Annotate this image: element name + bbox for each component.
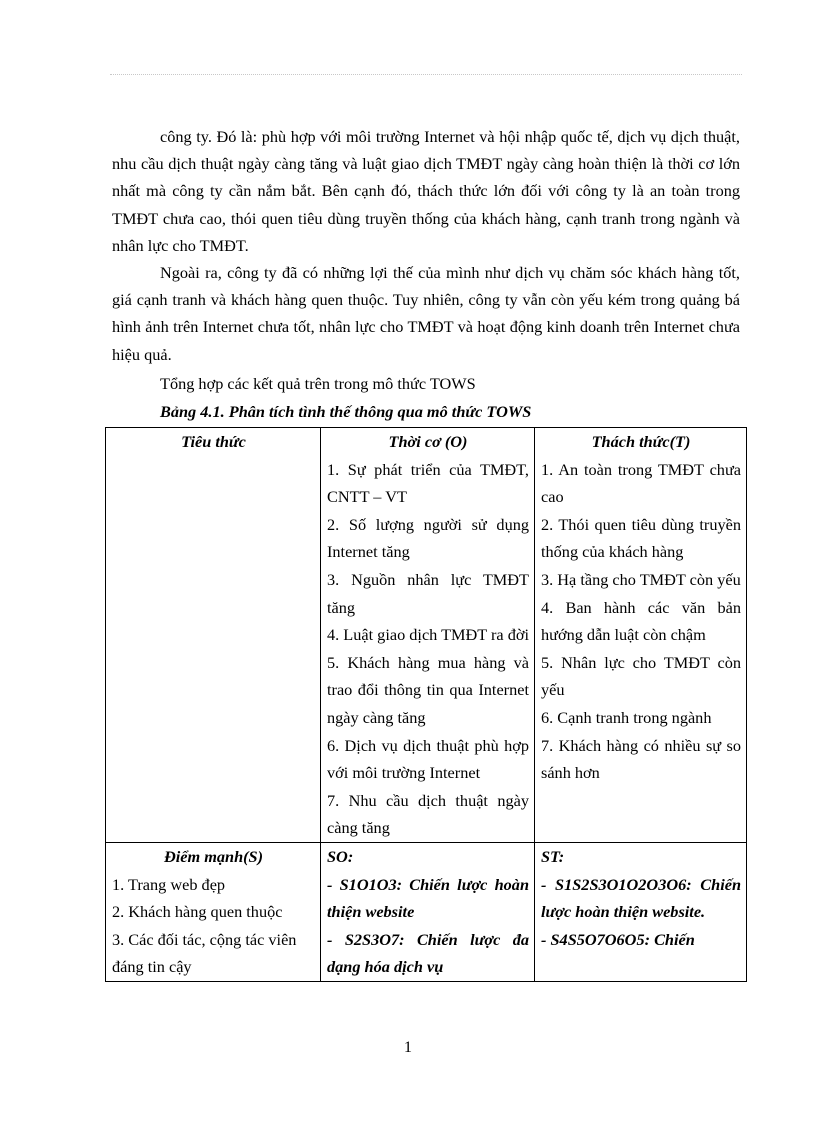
table-row-strengths xyxy=(106,842,747,981)
threat-item: 3. Hạ tầng cho TMĐT còn yếu xyxy=(541,569,741,589)
st-item: - S1S2S3O1O2O3O6: Chiến lược hoàn thiện website. xyxy=(541,874,741,922)
criteria-header: Tiêu thức xyxy=(181,432,246,451)
threats-cell xyxy=(535,428,747,843)
body-paragraph-2: Ngoài ra, công ty đã có những lợi thế của mình như dịch vụ chăm sóc khách hàng tốt, giá cạnh tranh và khách hàng quen thuộc. Tuy nhiên, công ty vẫn còn yếu kém trong quảng bá hình ảnh trên Internet chưa tốt, nhân lực cho TMĐT và hoạt động kinh doanh trên Internet chưa hiệu quả. xyxy=(112,263,740,364)
body-text xyxy=(112,123,740,368)
threat-item: 1. An toàn trong TMĐT chưa cao xyxy=(541,459,741,507)
body-paragraph-1: công ty. Đó là: phù hợp với môi trường Internet và hội nhập quốc tế, dịch vụ dịch thuật, nhu cầu dịch thuật ngày càng tăng và luật giao dịch TMĐT ngày càng hoàn thiện là thời cơ lớn nhất mà công ty cần nắm bắt. Bên cạnh đó, thách thức lớn đối với công ty là an toàn trong TMĐT chưa cao, thói quen tiêu dùng truyền thống của khách hàng, cạnh tranh trong ngành và nhân lực cho TMĐT. xyxy=(112,127,740,255)
strength-item: 2. Khách hàng quen thuộc xyxy=(112,902,283,922)
opportunity-item: 1. Sự phát triển của TMĐT, CNTT – VT xyxy=(327,459,529,507)
st-header: ST: xyxy=(541,846,565,866)
so-header: SO: xyxy=(327,846,354,866)
threat-item: 2. Thói quen tiêu dùng truyền thống của khách hàng xyxy=(541,514,741,562)
page-number: 1 xyxy=(403,1037,413,1056)
header-rule xyxy=(110,74,742,75)
strength-item: 1. Trang web đẹp xyxy=(112,874,226,894)
so-item: - S1O1O3: Chiến lược hoàn thiện website xyxy=(327,874,529,922)
so-cell xyxy=(321,842,535,981)
opportunity-item: 7. Nhu cầu dịch thuật ngày càng tăng xyxy=(327,790,529,838)
opportunity-item: 3. Nguồn nhân lực TMĐT tăng xyxy=(327,569,529,617)
opportunity-item: 4. Luật giao dịch TMĐT ra đời xyxy=(327,625,529,645)
threat-item: 5. Nhân lực cho TMĐT còn yếu xyxy=(541,652,741,700)
intro-line: Tổng hợp các kết quả trên trong mô thức TOWS xyxy=(160,374,476,393)
so-item: - S2S3O7: Chiến lược đa dạng hóa dịch vụ xyxy=(327,929,529,977)
threats-header: Thách thức(T) xyxy=(591,432,691,451)
table-caption: Bảng 4.1. Phân tích tình thế thông qua mô thức TOWS xyxy=(160,402,532,421)
opportunity-item: 5. Khách hàng mua hàng và trao đổi thông tin qua Internet ngày càng tăng xyxy=(327,652,529,727)
threat-item: 6. Cạnh tranh trong ngành xyxy=(541,707,712,727)
opportunity-item: 6. Dịch vụ dịch thuật phù hợp với môi trường Internet xyxy=(327,735,529,783)
tows-table xyxy=(105,427,747,982)
opportunities-header: Thời cơ (O) xyxy=(388,432,468,451)
strength-item: 3. Các đối tác, cộng tác viên đáng tin cậy xyxy=(112,929,297,977)
table-row-opportunities-threats xyxy=(106,428,747,843)
opportunity-item: 2. Số lượng người sử dụng Internet tăng xyxy=(327,514,529,562)
st-item: - S4S5O7O6O5: Chiến xyxy=(541,929,695,949)
threat-item: 7. Khách hàng có nhiều sự so sánh hơn xyxy=(541,735,741,783)
opportunities-cell xyxy=(321,428,535,843)
strengths-cell xyxy=(106,842,321,981)
st-cell xyxy=(535,842,747,981)
threat-item: 4. Ban hành các văn bản hướng dẫn luật còn chậm xyxy=(541,597,741,645)
strengths-header: Điểm mạnh(S) xyxy=(163,846,264,866)
criteria-cell xyxy=(106,428,321,843)
